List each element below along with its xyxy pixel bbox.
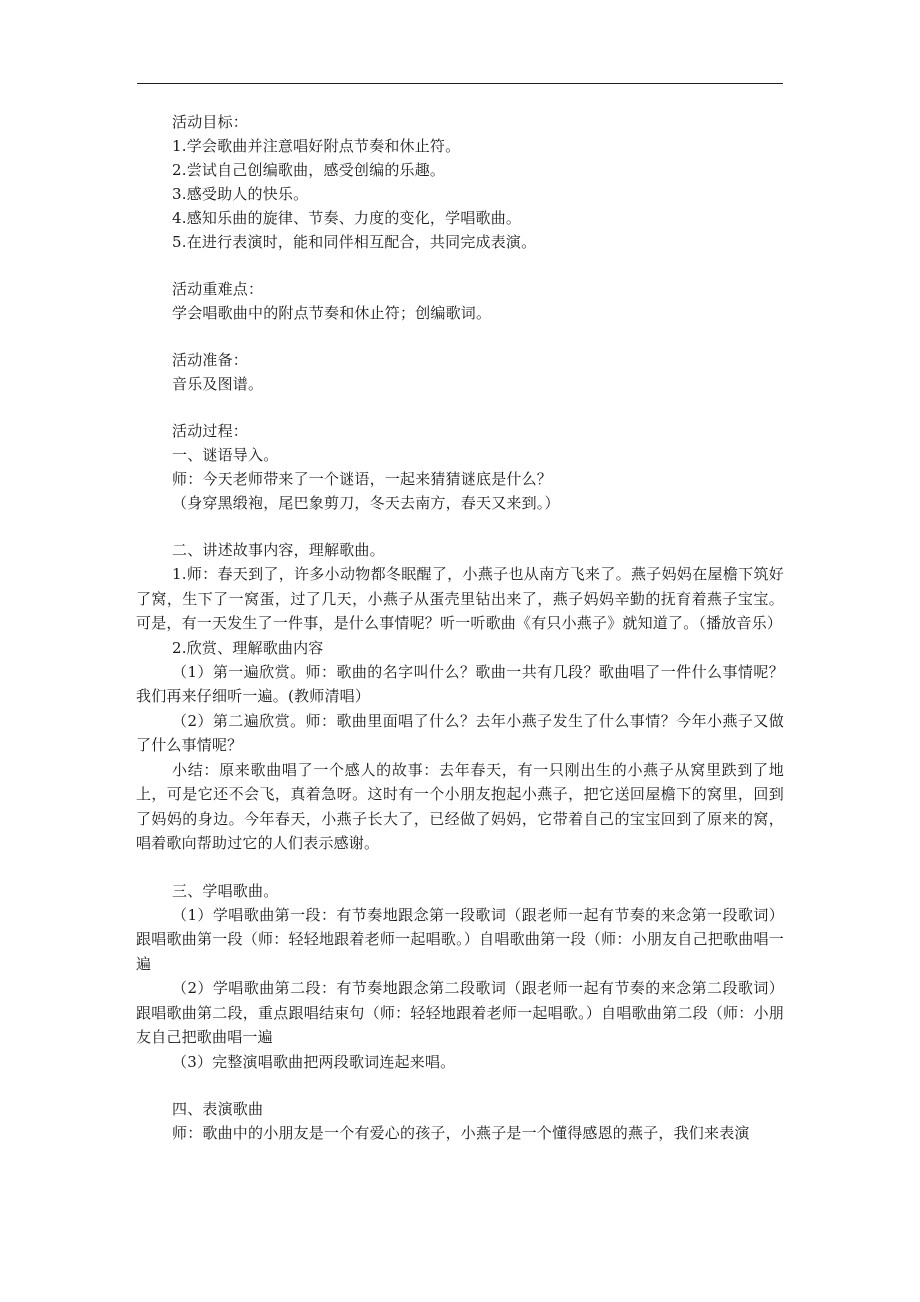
section-4-title: 四、表演歌曲	[172, 1099, 264, 1118]
goals-heading: 活动目标：	[172, 113, 249, 131]
goal-item-4: 4.感知乐曲的旋律、节奏、力度的变化，学唱歌曲。	[172, 209, 522, 227]
preparation-heading: 活动准备：	[172, 351, 249, 369]
document-body	[136, 110, 784, 1145]
section-2-paragraph-1: 1.师：春天到了，许多小动物都冬眠醒了，小燕子也从南方飞来了。燕子妈妈在屋檐下筑好了窝，生下了一窝蛋，过了几天，小燕子从蛋壳里钻出来了，燕子妈妈辛勤的抚育着燕子宝宝。可是，有一天发生了一件事，是什么事情呢？听一听歌曲《有只小燕子》就知道了。（播放音乐）	[136, 565, 784, 632]
section-3-title: 三、学唱歌曲。	[172, 881, 279, 900]
section-3-paragraph-3: （3）完整演唱歌曲把两段歌词连起来唱。	[172, 1052, 456, 1071]
goal-item-2: 2.尝试自己创编歌曲，感受创编的乐趣。	[172, 161, 446, 179]
section-1-line-1: 师：今天老师带来了一个谜语，一起来猜猜谜底是什么？	[172, 470, 553, 488]
goal-item-5: 5.在进行表演时，能和同伴相互配合，共同完成表演。	[172, 233, 537, 251]
preparation-text: 音乐及图谱。	[172, 375, 264, 393]
section-1-line-2: （身穿黑缎袍，尾巴象剪刀，冬天去南方，春天又来到。）	[172, 494, 560, 512]
section-2-paragraph-4: （2）第二遍欣赏。师：歌曲里面唱了什么？去年小燕子发生了什么事情？今年小燕子又做了什么事情呢？	[136, 711, 784, 754]
header-rule	[137, 83, 783, 84]
key-points-text: 学会唱歌曲中的附点节奏和休止符；创编歌词。	[172, 304, 492, 322]
section-3-paragraph-2: （2）学唱歌曲第二段：有节奏地跟念第二段歌词（跟老师一起有节奏的来念第二段歌词）跟唱歌曲第二段，重点跟唱结束句（师：轻轻地跟着老师一起唱歌。）自唱歌曲第二段（师：小朋友自己把歌曲唱一遍	[136, 979, 784, 1046]
section-2-summary: 小结：原来歌曲唱了一个感人的故事：去年春天，有一只刚出生的小燕子从窝里跌到了地上，可是它还不会飞，真着急呀。这时有一个小朋友抱起小燕子，把它送回屋檐下的窝里，回到了妈妈的身边。今年春天，小燕子长大了，已经做了妈妈，它带着自己的宝宝回到了原来的窝，唱着歌向帮助过它的人们表示感谢。	[136, 760, 784, 852]
section-4-paragraph-1: 师：歌曲中的小朋友是一个有爱心的孩子，小燕子是一个懂得感恩的燕子，我们来表演	[172, 1123, 750, 1142]
section-1-title: 一、谜语导入。	[172, 446, 279, 464]
key-points-heading: 活动重难点：	[172, 280, 264, 298]
section-3-paragraph-1: （1）学唱歌曲第一段：有节奏地跟念第一段歌词（跟老师一起有节奏的来念第一段歌词）跟唱歌曲第一段（师：轻轻地跟着老师一起唱歌。）自唱歌曲第一段（师：小朋友自己把歌曲唱一遍	[136, 905, 784, 973]
section-2-title: 二、讲述故事内容，理解歌曲。	[172, 541, 385, 559]
process-heading: 活动过程：	[172, 422, 249, 440]
goal-item-3: 3.感受助人的快乐。	[172, 185, 309, 203]
goal-item-1: 1.学会歌曲并注意唱好附点节奏和休止符。	[172, 137, 461, 155]
section-2-paragraph-3: （1）第一遍欣赏。师：歌曲的名字叫什么？歌曲一共有几段？歌曲唱了一件什么事情呢？我们再来仔细听一遍。(教师清唱）	[136, 662, 784, 705]
section-2-paragraph-2: 2.欣赏、理解歌曲内容	[172, 638, 324, 657]
